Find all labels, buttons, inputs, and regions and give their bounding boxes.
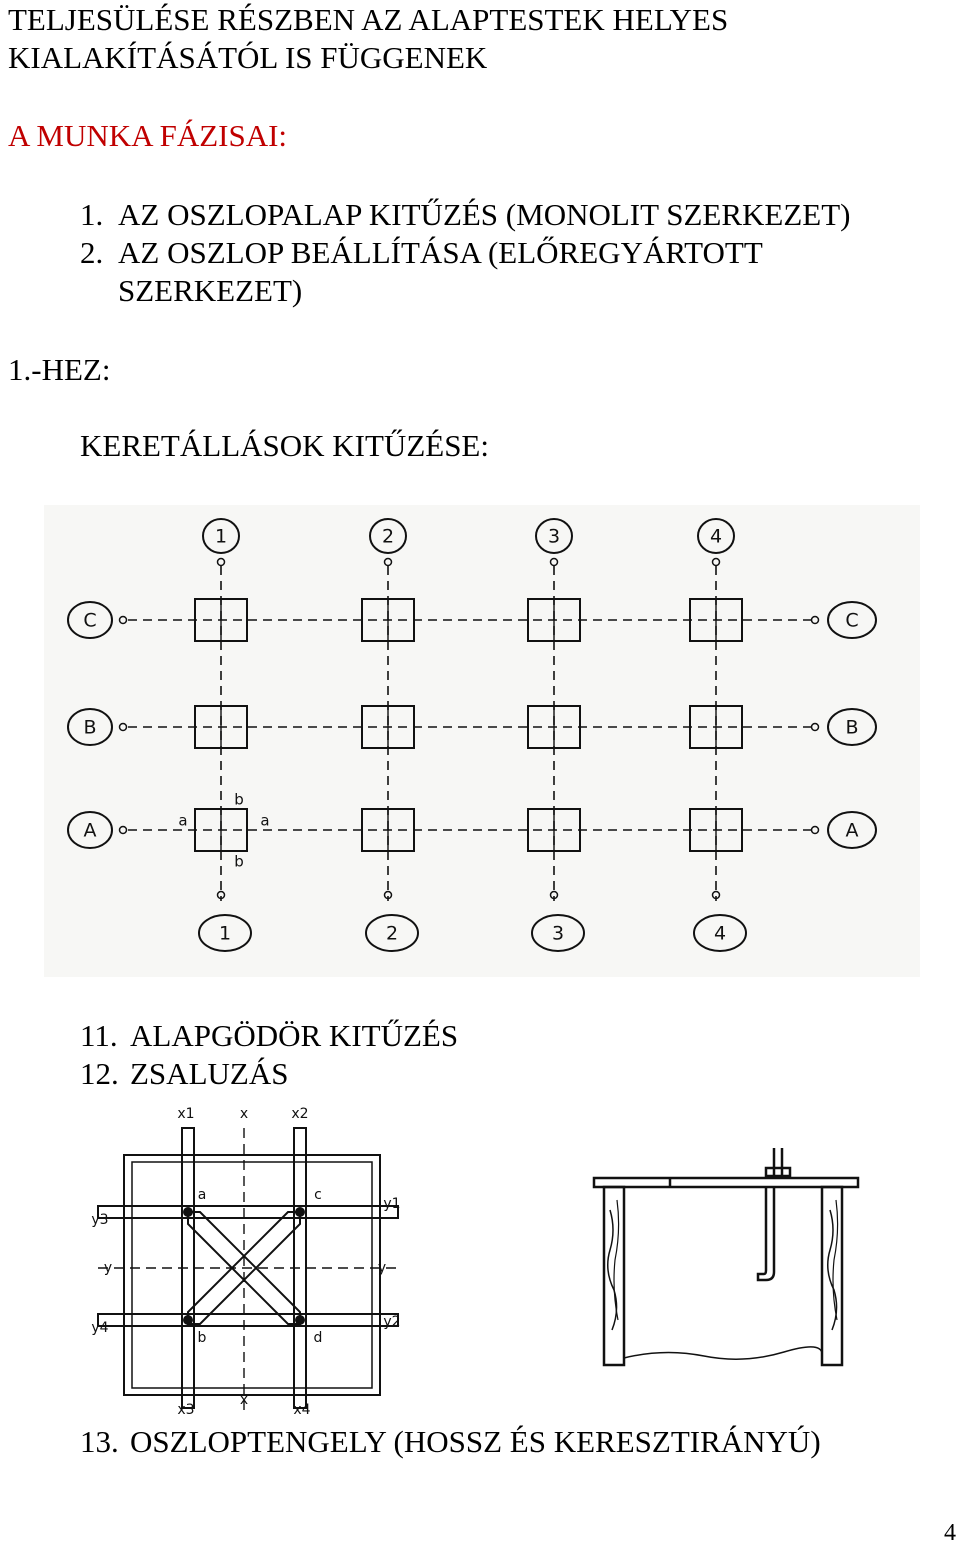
frame-grid-figure xyxy=(44,505,920,977)
axis-label-top-1: 1 xyxy=(214,525,228,548)
label-y1: y1 xyxy=(383,1196,401,1212)
label-x1: x1 xyxy=(177,1106,195,1122)
label-y3: y3 xyxy=(91,1212,109,1228)
step-12-number: 12. xyxy=(80,1056,119,1091)
label-x3: x3 xyxy=(177,1402,195,1418)
axis-label-left-C: C xyxy=(83,609,97,632)
section-label: 1.-HEZ: xyxy=(8,352,111,387)
formwork-plan-figure xyxy=(80,1100,410,1420)
board-y-top xyxy=(98,1206,398,1218)
axis-label-top-4: 4 xyxy=(709,525,723,548)
label-a: a xyxy=(197,1187,207,1203)
label-y2: y2 xyxy=(383,1314,401,1330)
top-board xyxy=(594,1178,858,1187)
step-12-text: ZSALUZÁS xyxy=(130,1056,289,1091)
axis-label-right-B: B xyxy=(845,716,859,739)
bolt-nut xyxy=(766,1168,790,1176)
label-y-left: y xyxy=(103,1260,113,1276)
step-13-text: OSZLOPTENGELY (HOSSZ ÉS KERESZTIRÁNYÚ) xyxy=(130,1424,821,1459)
label-x-bottom: x xyxy=(239,1392,249,1408)
phases-heading: A MUNKA FÁZISAI: xyxy=(8,118,288,153)
label-y4: y4 xyxy=(91,1320,109,1336)
marker-b-top: b xyxy=(234,790,244,809)
anchor-bolt-hook xyxy=(758,1187,774,1280)
left-post-grain xyxy=(608,1210,617,1330)
label-c: c xyxy=(314,1187,322,1203)
frame-heading: KERETÁLLÁSOK KITŰZÉSE: xyxy=(80,428,489,463)
point-a xyxy=(184,1208,192,1216)
axis-label-bottom-1: 1 xyxy=(218,922,232,945)
axis-label-top-3: 3 xyxy=(547,525,561,548)
inner-frame xyxy=(132,1162,372,1388)
formwork-section-figure xyxy=(590,1140,870,1380)
point-c xyxy=(296,1208,304,1216)
axis-label-left-B: B xyxy=(83,716,97,739)
label-x2: x2 xyxy=(291,1106,309,1122)
label-b: b xyxy=(197,1330,207,1346)
label-x4: x4 xyxy=(293,1402,311,1418)
label-d: d xyxy=(313,1330,323,1346)
board-y-bottom xyxy=(98,1314,398,1326)
axis-label-right-A: A xyxy=(845,819,859,842)
right-post xyxy=(822,1187,842,1365)
header-line-1: TELJESÜLÉSE RÉSZBEN AZ ALAPTESTEK HELYES xyxy=(8,2,729,37)
outer-frame xyxy=(124,1155,380,1395)
ground-line xyxy=(624,1347,822,1359)
step-13-number: 13. xyxy=(80,1424,119,1459)
header-line-2: KIALAKÍTÁSÁTÓL IS FÜGGENEK xyxy=(8,40,488,75)
axis-label-top-2: 2 xyxy=(381,525,395,548)
phase-1-number: 1. xyxy=(80,197,104,232)
point-b xyxy=(184,1316,192,1324)
axis-label-left-A: A xyxy=(83,819,97,842)
axis-label-bottom-3: 3 xyxy=(551,922,565,945)
page-number: 4 xyxy=(944,1520,956,1546)
marker-b-bottom: b xyxy=(234,852,244,871)
phase-2-text-continued: SZERKEZET) xyxy=(118,273,303,308)
phase-1-text: AZ OSZLOPALAP KITŰZÉS (MONOLIT SZERKEZET) xyxy=(118,197,851,232)
figure-background xyxy=(44,505,920,977)
step-11-number: 11. xyxy=(80,1018,118,1053)
label-y-right: y xyxy=(377,1260,387,1276)
axis-label-right-C: C xyxy=(845,609,859,632)
step-11-text: ALAPGÖDÖR KITŰZÉS xyxy=(130,1018,459,1053)
phase-2-number: 2. xyxy=(80,235,104,270)
axis-label-bottom-2: 2 xyxy=(385,922,399,945)
axis-label-bottom-4: 4 xyxy=(713,922,727,945)
marker-a-right: a xyxy=(260,811,270,830)
marker-a-left: a xyxy=(178,811,188,830)
point-d xyxy=(296,1316,304,1324)
phase-2-text: AZ OSZLOP BEÁLLÍTÁSA (ELŐREGYÁRTOTT xyxy=(118,235,763,270)
label-x-top: x xyxy=(239,1106,249,1122)
